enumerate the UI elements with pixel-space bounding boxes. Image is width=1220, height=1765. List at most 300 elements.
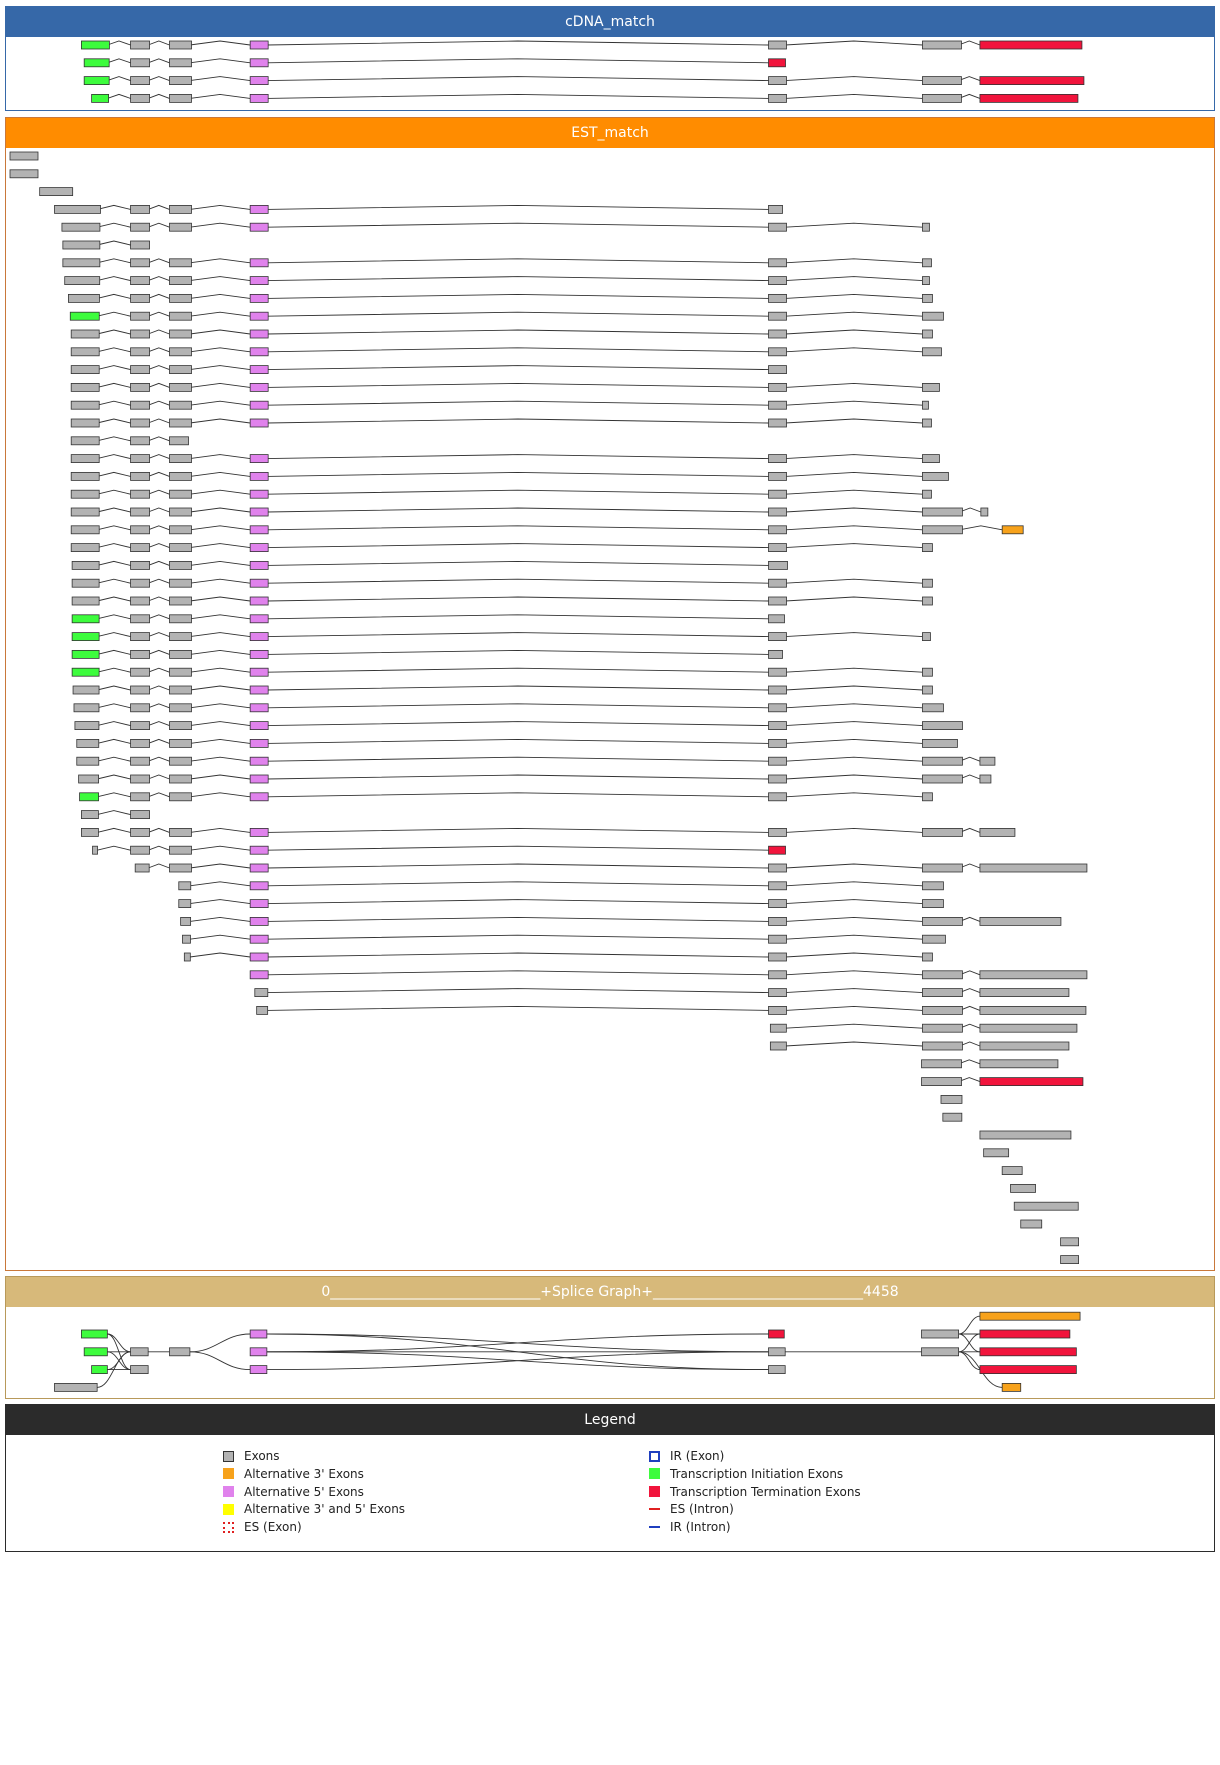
est-intron: [148, 668, 169, 672]
est-alt5-exon: [250, 419, 268, 427]
est-exon: [943, 1113, 962, 1121]
est-exon: [769, 366, 787, 374]
est-alt5-exon: [250, 828, 268, 836]
est-exon: [169, 437, 188, 445]
legend-alt5-swatch: [223, 1486, 234, 1497]
est-alt5-exon: [250, 615, 268, 623]
est-exon: [169, 846, 191, 854]
splice-node-exon: [169, 1348, 189, 1356]
cdna-exon: [922, 41, 961, 49]
est-alt5-exon: [250, 205, 268, 213]
legend-item: [223, 1485, 364, 1499]
est-intron: [190, 686, 250, 690]
est-exon: [131, 277, 150, 285]
est-intron: [785, 277, 922, 281]
est-exon: [769, 686, 787, 694]
est-intron: [267, 508, 769, 512]
est-intron: [267, 650, 769, 654]
est-exon: [71, 401, 99, 409]
est-intron: [148, 401, 169, 405]
cdna-exon: [769, 77, 787, 85]
est-exon: [169, 686, 191, 694]
est-exon: [769, 757, 787, 765]
est-intron: [148, 383, 169, 387]
est-intron: [267, 579, 769, 583]
est-exon: [769, 1006, 787, 1014]
est-intron: [97, 704, 130, 708]
cdna-alt5-exon: [250, 94, 268, 102]
est-intron: [97, 401, 130, 405]
est-exon: [131, 526, 150, 534]
est-intron: [97, 277, 130, 281]
est-intron: [190, 722, 250, 726]
est-intron: [97, 259, 130, 263]
legend-item: [223, 1520, 302, 1534]
est-intron: [97, 437, 130, 441]
est-exon: [922, 472, 948, 480]
est-exon: [131, 259, 150, 267]
est-exon: [769, 882, 787, 890]
est-intron: [785, 223, 922, 227]
est-exon: [922, 294, 932, 302]
est-initiation-exon: [80, 793, 99, 801]
est-exon: [169, 490, 191, 498]
est-exon: [980, 1042, 1069, 1050]
est-exon: [131, 757, 150, 765]
est-intron: [97, 455, 130, 459]
est-exon: [1011, 1184, 1036, 1192]
est-exon: [169, 294, 191, 302]
est-exon: [81, 828, 98, 836]
splice-edge: [267, 1352, 769, 1370]
est-intron: [148, 544, 169, 548]
est-alt3-exon: [1002, 526, 1023, 534]
est-intron: [97, 544, 130, 548]
est-alt5-exon: [250, 294, 268, 302]
cdna-panel: [5, 6, 1215, 111]
est-exon: [769, 650, 783, 658]
est-intron: [785, 971, 922, 975]
est-exon: [169, 526, 191, 534]
est-intron: [97, 828, 130, 832]
est-exon: [55, 205, 101, 213]
est-exon: [922, 223, 929, 231]
splice-graph: [6, 1307, 1214, 1398]
est-exon: [769, 205, 783, 213]
est-intron: [190, 917, 250, 921]
est-intron: [267, 1006, 769, 1010]
est-exon: [131, 579, 150, 587]
est-exon: [922, 1078, 962, 1086]
est-exon: [922, 490, 931, 498]
splice-node-exon: [131, 1348, 149, 1356]
cdna-intron: [267, 94, 769, 98]
est-exon: [922, 686, 932, 694]
est-exon: [769, 633, 787, 641]
est-intron: [190, 793, 250, 797]
splice-edge: [959, 1334, 980, 1352]
splice-axis-end: 4458: [863, 1284, 899, 1300]
est-exon: [131, 383, 150, 391]
est-intron: [148, 793, 169, 797]
splice-node-exon: [131, 1366, 149, 1374]
est-exon: [922, 348, 941, 356]
est-exon: [131, 205, 150, 213]
cdna-exon: [169, 94, 191, 102]
est-intron: [267, 882, 769, 886]
legend-term-swatch: [649, 1486, 660, 1497]
est-exon: [169, 330, 191, 338]
cdna-exon: [769, 94, 787, 102]
splice-axis-dashes-right: ______________________________: [653, 1284, 863, 1300]
est-intron: [190, 223, 250, 227]
est-intron: [190, 579, 250, 583]
splice-node-init: [84, 1348, 107, 1356]
cdna-exon: [131, 94, 150, 102]
est-exon: [255, 989, 268, 997]
est-exon: [769, 419, 787, 427]
est-exon: [769, 348, 787, 356]
est-exon: [131, 294, 150, 302]
est-exon: [770, 1042, 786, 1050]
est-alt5-exon: [250, 935, 268, 943]
est-exon: [62, 223, 100, 231]
est-intron: [148, 633, 169, 637]
est-exon: [769, 312, 787, 320]
est-exon: [169, 455, 191, 463]
est-intron: [97, 419, 130, 423]
est-exon: [769, 775, 787, 783]
est-intron: [267, 775, 769, 779]
est-exon: [77, 739, 99, 747]
est-exon: [169, 828, 191, 836]
est-exon: [131, 846, 150, 854]
est-exon: [769, 864, 787, 872]
est-exon: [1014, 1202, 1078, 1210]
est-exon: [131, 650, 150, 658]
est-exon: [169, 348, 191, 356]
est-exon: [1021, 1220, 1042, 1228]
est-exon: [71, 472, 99, 480]
cdna-intron: [107, 94, 130, 98]
est-intron: [190, 953, 250, 957]
est-exon: [922, 1006, 962, 1014]
est-alt5-exon: [250, 561, 268, 569]
est-intron: [785, 668, 922, 672]
cdna-intron: [148, 77, 169, 81]
est-intron: [267, 223, 769, 227]
est-intron: [785, 828, 922, 832]
splice-edge: [959, 1352, 980, 1370]
est-intron: [190, 508, 250, 512]
est-intron: [97, 205, 130, 209]
splice-edge: [959, 1316, 980, 1334]
cdna-intron: [107, 41, 130, 45]
est-exon: [980, 917, 1061, 925]
est-alt5-exon: [250, 579, 268, 587]
est-exon: [65, 277, 100, 285]
est-exon: [72, 597, 99, 605]
est-exon: [169, 775, 191, 783]
est-intron: [97, 597, 130, 601]
legend-item: [223, 1467, 364, 1481]
cdna-intron: [267, 59, 769, 63]
est-exon: [68, 294, 99, 302]
est-exon: [169, 668, 191, 676]
est-exon: [77, 757, 99, 765]
est-exon: [131, 793, 150, 801]
est-alt5-exon: [250, 348, 268, 356]
est-intron: [190, 383, 250, 387]
est-intron: [148, 330, 169, 334]
est-exon: [1061, 1238, 1079, 1246]
est-intron: [148, 259, 169, 263]
est-panel: [5, 117, 1215, 1271]
splice-node-init: [81, 1330, 107, 1338]
est-exon: [131, 828, 150, 836]
est-exon: [769, 722, 787, 730]
est-intron: [785, 686, 922, 690]
est-exon: [74, 704, 99, 712]
legend-label: IR (Exon): [670, 1449, 725, 1463]
est-intron: [267, 953, 769, 957]
est-exon: [169, 615, 191, 623]
est-intron: [148, 757, 169, 761]
est-intron: [267, 864, 769, 868]
est-exon: [40, 188, 73, 196]
splice-axis-start: 0: [321, 1284, 331, 1300]
est-exon: [769, 490, 787, 498]
est-exon: [922, 455, 939, 463]
est-intron: [267, 597, 769, 601]
est-alt5-exon: [250, 846, 268, 854]
est-intron: [267, 917, 769, 921]
cdna-intron: [148, 59, 169, 63]
est-intron: [148, 419, 169, 423]
est-intron: [785, 579, 922, 583]
legend-item: [649, 1485, 861, 1499]
est-intron: [190, 472, 250, 476]
est-intron: [148, 704, 169, 708]
est-intron: [190, 294, 250, 298]
est-intron: [267, 615, 769, 619]
est-exon: [980, 828, 1015, 836]
est-intron: [97, 294, 130, 298]
est-exon: [169, 757, 191, 765]
cdna-intron: [107, 59, 130, 63]
est-initiation-exon: [72, 650, 99, 658]
est-exon: [922, 900, 943, 908]
est-exon: [980, 775, 991, 783]
est-exon: [10, 152, 38, 160]
cdna-intron: [267, 77, 769, 81]
est-exon: [769, 704, 787, 712]
splice-node-exon: [55, 1383, 98, 1391]
est-exon: [131, 348, 150, 356]
est-exon: [769, 277, 787, 285]
est-exon: [72, 561, 99, 569]
est-intron: [267, 330, 769, 334]
est-intron: [190, 775, 250, 779]
est-intron: [785, 472, 922, 476]
est-exon: [71, 437, 99, 445]
est-alt5-exon: [250, 312, 268, 320]
est-exon: [980, 757, 995, 765]
splice-node-alt3: [1002, 1383, 1021, 1391]
est-intron: [148, 686, 169, 690]
est-intron: [190, 561, 250, 565]
legend-item: [223, 1449, 280, 1463]
est-exon: [131, 401, 150, 409]
est-intron: [267, 935, 769, 939]
est-intron: [785, 953, 922, 957]
est-exon: [922, 1024, 962, 1032]
est-exon: [169, 722, 191, 730]
est-exon: [980, 1060, 1058, 1068]
est-intron: [785, 1024, 922, 1028]
est-intron: [97, 223, 130, 227]
est-exon: [922, 971, 962, 979]
est-intron: [97, 633, 130, 637]
cdna-initiation-exon: [84, 77, 109, 85]
est-exon: [922, 917, 962, 925]
legend-es-exon-swatch: [223, 1522, 234, 1533]
est-exon: [980, 864, 1087, 872]
est-exon: [769, 597, 787, 605]
est-intron: [785, 490, 922, 494]
est-intron: [785, 419, 922, 423]
legend-panel: [5, 1404, 1215, 1552]
est-intron: [190, 757, 250, 761]
cdna-exon: [131, 41, 150, 49]
est-exon: [1002, 1167, 1022, 1175]
est-intron: [97, 579, 130, 583]
est-intron: [190, 900, 250, 904]
est-exon: [131, 312, 150, 320]
est-intron: [785, 259, 922, 263]
est-intron: [148, 650, 169, 654]
est-intron: [190, 739, 250, 743]
est-exon: [169, 383, 191, 391]
est-alt5-exon: [250, 597, 268, 605]
est-intron: [267, 419, 769, 423]
est-exon: [179, 900, 191, 908]
cdna-intron: [785, 94, 922, 98]
est-intron: [267, 757, 769, 761]
est-intron: [148, 526, 169, 530]
legend-label: Alternative 5' Exons: [244, 1484, 364, 1499]
est-intron: [190, 490, 250, 494]
est-exon: [169, 259, 191, 267]
legend-ir-intron-swatch: [649, 1526, 660, 1528]
est-alt5-exon: [250, 401, 268, 409]
est-intron: [785, 401, 922, 405]
est-exon: [981, 508, 988, 516]
est-exon: [922, 793, 932, 801]
est-intron: [190, 419, 250, 423]
est-intron: [190, 259, 250, 263]
cdna-intron: [148, 41, 169, 45]
cdna-exon: [169, 77, 191, 85]
est-intron: [97, 650, 130, 654]
est-exon: [769, 401, 787, 409]
est-termination-exon: [769, 846, 786, 854]
splice-edge: [267, 1334, 769, 1352]
legend-label: Transcription Initiation Exons: [670, 1466, 844, 1481]
est-exon: [169, 401, 191, 409]
legend-init-swatch: [649, 1468, 660, 1479]
est-exon: [769, 330, 787, 338]
cdna-intron: [785, 77, 922, 81]
est-exon: [169, 508, 191, 516]
cdna-alt5-exon: [250, 77, 268, 85]
est-intron: [148, 597, 169, 601]
est-intron: [190, 882, 250, 886]
legend-body: [6, 1435, 1214, 1551]
est-exon: [769, 259, 787, 267]
legend-ir-exon-swatch: [649, 1451, 660, 1462]
est-intron: [190, 650, 250, 654]
splice-node-exon: [922, 1348, 959, 1356]
est-intron: [785, 989, 922, 993]
est-intron: [785, 864, 922, 868]
legend-label: Alternative 3' Exons: [244, 1466, 364, 1481]
est-exon: [980, 1024, 1077, 1032]
est-intron: [267, 294, 769, 298]
est-exon: [131, 739, 150, 747]
splice-node-exon: [922, 1330, 959, 1338]
est-exon: [131, 455, 150, 463]
est-alt5-exon: [250, 775, 268, 783]
est-intron: [148, 348, 169, 352]
est-alt5-exon: [250, 490, 268, 498]
est-exon: [181, 917, 191, 925]
cdna-intron: [785, 41, 922, 45]
est-intron: [785, 793, 922, 797]
est-exon: [769, 455, 787, 463]
legend-item: [649, 1520, 731, 1534]
legend-label: ES (Exon): [244, 1520, 302, 1535]
splice-node-exon: [769, 1348, 786, 1356]
splice-axis-dashes-left: ______________________________: [330, 1284, 541, 1300]
est-exon: [984, 1149, 1009, 1157]
splice-edge: [190, 1352, 250, 1370]
est-exon: [769, 739, 787, 747]
est-exon: [81, 811, 98, 819]
est-exon: [769, 472, 787, 480]
est-exon: [71, 330, 99, 338]
legend-item: [649, 1449, 724, 1463]
est-intron: [267, 472, 769, 476]
est-exon: [769, 526, 787, 534]
est-intron: [148, 366, 169, 370]
est-intron: [148, 455, 169, 459]
est-exon: [980, 989, 1069, 997]
est-alt5-exon: [250, 739, 268, 747]
est-exon: [922, 882, 943, 890]
est-exon: [922, 633, 930, 641]
legend-header: [6, 1405, 1214, 1435]
est-exon: [63, 259, 100, 267]
est-exon: [769, 935, 787, 943]
est-exon: [922, 722, 962, 730]
est-exon: [922, 508, 962, 516]
est-exon: [131, 419, 150, 427]
est-exon: [941, 1095, 962, 1103]
est-intron: [267, 633, 769, 637]
est-exon: [922, 864, 962, 872]
est-intron: [267, 971, 769, 975]
